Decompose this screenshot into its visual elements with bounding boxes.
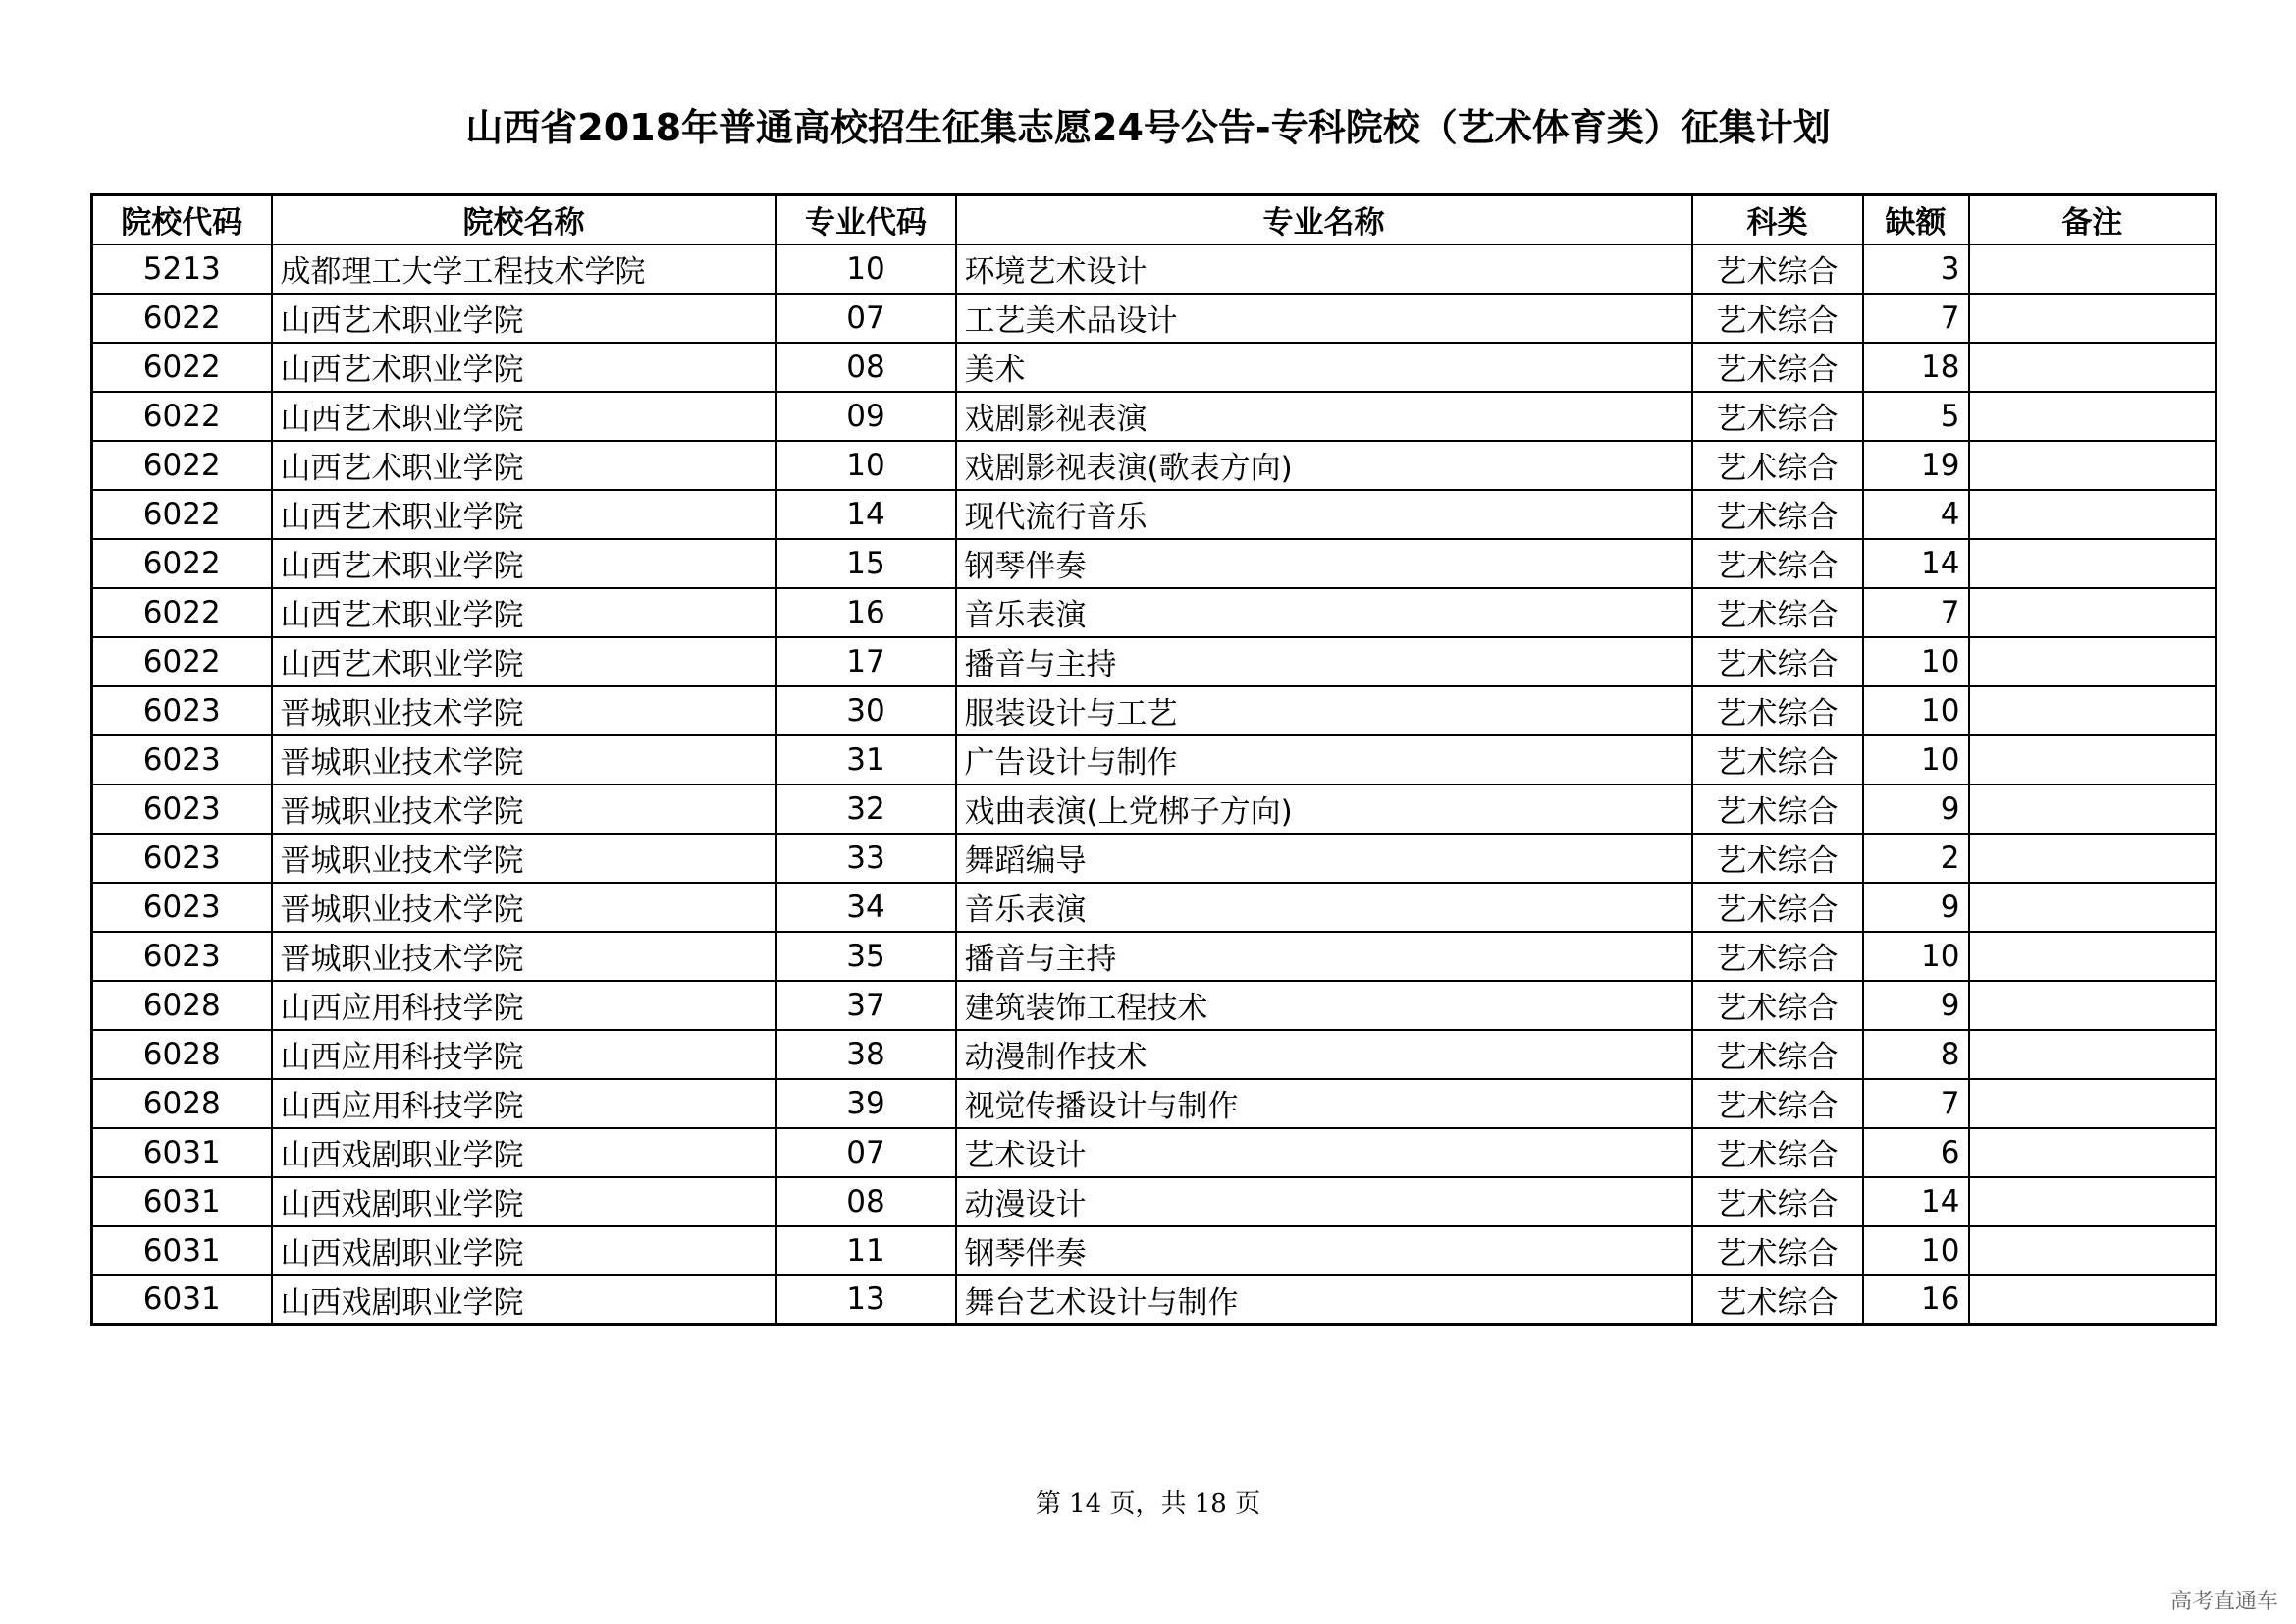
- cell-category: 艺术综合: [1692, 294, 1863, 343]
- page-title: 山西省2018年普通高校招生征集志愿24号公告-专科院校（艺术体育类）征集计划: [465, 106, 1831, 149]
- cell-major-code: 39: [776, 1079, 956, 1128]
- cell-major-code: 33: [776, 834, 956, 883]
- cell-major-code: 30: [776, 686, 956, 735]
- cell-major-code: 10: [776, 244, 956, 294]
- cell-major-name: 戏剧影视表演: [956, 392, 1692, 441]
- cell-school-name: 晋城职业技术学院: [272, 686, 776, 735]
- cell-quota: 16: [1863, 1275, 1969, 1325]
- cell-quota: 14: [1863, 1177, 1969, 1226]
- cell-quota: 10: [1863, 932, 1969, 981]
- cell-school-name: 山西应用科技学院: [272, 981, 776, 1030]
- table-row: [92, 981, 2216, 1030]
- cell-quota: 5: [1863, 392, 1969, 441]
- cell-note: [1969, 1079, 2216, 1128]
- cell-major-code: 38: [776, 1030, 956, 1079]
- cell-school-name: 晋城职业技术学院: [272, 932, 776, 981]
- table-row: [92, 1177, 2216, 1226]
- cell-quota: 10: [1863, 637, 1969, 686]
- table-row: [92, 294, 2216, 343]
- cell-major-name: 音乐表演: [956, 883, 1692, 932]
- cell-major-code: 35: [776, 932, 956, 981]
- cell-major-name: 广告设计与制作: [956, 735, 1692, 785]
- cell-major-name: 建筑装饰工程技术: [956, 981, 1692, 1030]
- header-note: 备注: [1969, 195, 2216, 244]
- cell-quota: 9: [1863, 883, 1969, 932]
- table-row: [92, 441, 2216, 490]
- cell-major-code: 31: [776, 735, 956, 785]
- cell-school-code: 6028: [92, 1079, 272, 1128]
- cell-quota: 6: [1863, 1128, 1969, 1177]
- table-row: [92, 834, 2216, 883]
- cell-school-name: 晋城职业技术学院: [272, 785, 776, 834]
- cell-category: 艺术综合: [1692, 735, 1863, 785]
- cell-major-name: 播音与主持: [956, 932, 1692, 981]
- cell-school-name: 山西应用科技学院: [272, 1079, 776, 1128]
- cell-category: 艺术综合: [1692, 588, 1863, 637]
- cell-major-code: 07: [776, 294, 956, 343]
- cell-school-name: 山西艺术职业学院: [272, 343, 776, 392]
- cell-major-code: 10: [776, 441, 956, 490]
- cell-quota: 14: [1863, 539, 1969, 588]
- cell-quota: 7: [1863, 588, 1969, 637]
- cell-quota: 18: [1863, 343, 1969, 392]
- cell-category: 艺术综合: [1692, 1177, 1863, 1226]
- cell-category: 艺术综合: [1692, 441, 1863, 490]
- cell-note: [1969, 735, 2216, 785]
- table-header-row: [92, 195, 2216, 244]
- cell-quota: 2: [1863, 834, 1969, 883]
- cell-school-name: 山西戏剧职业学院: [272, 1177, 776, 1226]
- cell-category: 艺术综合: [1692, 539, 1863, 588]
- cell-major-code: 34: [776, 883, 956, 932]
- cell-quota: 10: [1863, 686, 1969, 735]
- cell-major-code: 16: [776, 588, 956, 637]
- table-row: [92, 686, 2216, 735]
- cell-school-name: 山西戏剧职业学院: [272, 1275, 776, 1325]
- cell-category: 艺术综合: [1692, 1275, 1863, 1325]
- cell-category: 艺术综合: [1692, 834, 1863, 883]
- header-major-name: 专业名称: [956, 195, 1692, 244]
- cell-major-name: 戏剧影视表演(歌表方向): [956, 441, 1692, 490]
- table-row: [92, 588, 2216, 637]
- cell-category: 艺术综合: [1692, 1079, 1863, 1128]
- cell-major-code: 08: [776, 343, 956, 392]
- table-row: [92, 1030, 2216, 1079]
- cell-school-code: 6022: [92, 441, 272, 490]
- cell-major-name: 现代流行音乐: [956, 490, 1692, 539]
- cell-major-name: 美术: [956, 343, 1692, 392]
- cell-major-code: 09: [776, 392, 956, 441]
- cell-quota: 7: [1863, 294, 1969, 343]
- table-row: [92, 1226, 2216, 1275]
- cell-major-name: 艺术设计: [956, 1128, 1692, 1177]
- cell-category: 艺术综合: [1692, 981, 1863, 1030]
- cell-major-name: 播音与主持: [956, 637, 1692, 686]
- table-row: [92, 490, 2216, 539]
- cell-category: 艺术综合: [1692, 343, 1863, 392]
- cell-note: [1969, 1030, 2216, 1079]
- cell-school-code: 6031: [92, 1128, 272, 1177]
- cell-category: 艺术综合: [1692, 1128, 1863, 1177]
- cell-school-code: 6023: [92, 686, 272, 735]
- enrollment-plan-table: [90, 193, 2217, 1326]
- cell-school-code: 6023: [92, 932, 272, 981]
- cell-category: 艺术综合: [1692, 490, 1863, 539]
- cell-major-name: 音乐表演: [956, 588, 1692, 637]
- table-row: [92, 883, 2216, 932]
- cell-major-code: 37: [776, 981, 956, 1030]
- cell-school-code: 6031: [92, 1275, 272, 1325]
- cell-category: 艺术综合: [1692, 244, 1863, 294]
- cell-major-name: 环境艺术设计: [956, 244, 1692, 294]
- cell-quota: 4: [1863, 490, 1969, 539]
- cell-note: [1969, 981, 2216, 1030]
- cell-note: [1969, 1226, 2216, 1275]
- cell-school-name: 山西艺术职业学院: [272, 539, 776, 588]
- cell-note: [1969, 588, 2216, 637]
- cell-note: [1969, 932, 2216, 981]
- cell-major-name: 舞台艺术设计与制作: [956, 1275, 1692, 1325]
- table-row: [92, 785, 2216, 834]
- table-row: [92, 637, 2216, 686]
- cell-major-code: 14: [776, 490, 956, 539]
- cell-note: [1969, 1275, 2216, 1325]
- cell-major-code: 11: [776, 1226, 956, 1275]
- cell-school-code: 5213: [92, 244, 272, 294]
- cell-school-code: 6031: [92, 1226, 272, 1275]
- table-row: [92, 1128, 2216, 1177]
- cell-quota: 9: [1863, 785, 1969, 834]
- cell-school-name: 晋城职业技术学院: [272, 834, 776, 883]
- cell-school-code: 6028: [92, 981, 272, 1030]
- table-row: [92, 343, 2216, 392]
- cell-note: [1969, 834, 2216, 883]
- cell-school-code: 6022: [92, 490, 272, 539]
- cell-school-code: 6023: [92, 735, 272, 785]
- cell-note: [1969, 1177, 2216, 1226]
- cell-school-name: 山西艺术职业学院: [272, 294, 776, 343]
- cell-major-code: 15: [776, 539, 956, 588]
- cell-school-code: 6022: [92, 539, 272, 588]
- cell-note: [1969, 294, 2216, 343]
- cell-note: [1969, 343, 2216, 392]
- cell-major-code: 17: [776, 637, 956, 686]
- cell-major-name: 钢琴伴奏: [956, 1226, 1692, 1275]
- cell-note: [1969, 686, 2216, 735]
- cell-major-name: 动漫设计: [956, 1177, 1692, 1226]
- cell-note: [1969, 637, 2216, 686]
- cell-school-name: 山西艺术职业学院: [272, 588, 776, 637]
- page-footer: 第 14 页，共 18 页: [1035, 1489, 1261, 1519]
- cell-school-name: 山西应用科技学院: [272, 1030, 776, 1079]
- cell-category: 艺术综合: [1692, 932, 1863, 981]
- table-row: [92, 735, 2216, 785]
- cell-major-name: 舞蹈编导: [956, 834, 1692, 883]
- cell-note: [1969, 883, 2216, 932]
- cell-quota: 8: [1863, 1030, 1969, 1079]
- header-category: 科类: [1692, 195, 1863, 244]
- cell-school-code: 6023: [92, 785, 272, 834]
- cell-school-code: 6022: [92, 588, 272, 637]
- cell-major-name: 服装设计与工艺: [956, 686, 1692, 735]
- cell-school-name: 山西艺术职业学院: [272, 392, 776, 441]
- cell-major-name: 戏曲表演(上党梆子方向): [956, 785, 1692, 834]
- cell-school-code: 6022: [92, 637, 272, 686]
- table-row: [92, 244, 2216, 294]
- cell-school-code: 6028: [92, 1030, 272, 1079]
- cell-category: 艺术综合: [1692, 637, 1863, 686]
- cell-major-code: 32: [776, 785, 956, 834]
- cell-major-code: 07: [776, 1128, 956, 1177]
- table-body: [92, 244, 2216, 1325]
- cell-school-name: 山西戏剧职业学院: [272, 1128, 776, 1177]
- cell-school-code: 6022: [92, 392, 272, 441]
- cell-major-name: 动漫制作技术: [956, 1030, 1692, 1079]
- cell-school-name: 成都理工大学工程技术学院: [272, 244, 776, 294]
- cell-school-code: 6031: [92, 1177, 272, 1226]
- cell-category: 艺术综合: [1692, 686, 1863, 735]
- cell-category: 艺术综合: [1692, 392, 1863, 441]
- cell-school-code: 6022: [92, 343, 272, 392]
- cell-quota: 19: [1863, 441, 1969, 490]
- cell-category: 艺术综合: [1692, 1030, 1863, 1079]
- cell-school-code: 6023: [92, 883, 272, 932]
- table-row: [92, 932, 2216, 981]
- cell-note: [1969, 539, 2216, 588]
- cell-school-code: 6022: [92, 294, 272, 343]
- cell-note: [1969, 244, 2216, 294]
- cell-note: [1969, 1128, 2216, 1177]
- cell-major-name: 视觉传播设计与制作: [956, 1079, 1692, 1128]
- cell-school-name: 晋城职业技术学院: [272, 883, 776, 932]
- cell-note: [1969, 490, 2216, 539]
- table-row: [92, 1275, 2216, 1325]
- cell-major-name: 钢琴伴奏: [956, 539, 1692, 588]
- cell-school-name: 山西艺术职业学院: [272, 637, 776, 686]
- cell-category: 艺术综合: [1692, 1226, 1863, 1275]
- header-major-code: 专业代码: [776, 195, 956, 244]
- cell-quota: 7: [1863, 1079, 1969, 1128]
- cell-major-code: 08: [776, 1177, 956, 1226]
- cell-quota: 10: [1863, 1226, 1969, 1275]
- header-school-name: 院校名称: [272, 195, 776, 244]
- cell-note: [1969, 392, 2216, 441]
- cell-school-code: 6023: [92, 834, 272, 883]
- watermark-text: 高考直通车: [2169, 1590, 2278, 1614]
- header-quota: 缺额: [1863, 195, 1969, 244]
- cell-school-name: 山西艺术职业学院: [272, 490, 776, 539]
- cell-quota: 9: [1863, 981, 1969, 1030]
- cell-quota: 10: [1863, 735, 1969, 785]
- cell-category: 艺术综合: [1692, 883, 1863, 932]
- cell-note: [1969, 785, 2216, 834]
- table-row: [92, 1079, 2216, 1128]
- cell-school-name: 晋城职业技术学院: [272, 735, 776, 785]
- cell-school-name: 山西艺术职业学院: [272, 441, 776, 490]
- table-row: [92, 392, 2216, 441]
- header-school-code: 院校代码: [92, 195, 272, 244]
- cell-school-name: 山西戏剧职业学院: [272, 1226, 776, 1275]
- cell-category: 艺术综合: [1692, 785, 1863, 834]
- cell-major-name: 工艺美术品设计: [956, 294, 1692, 343]
- table-row: [92, 539, 2216, 588]
- cell-quota: 3: [1863, 244, 1969, 294]
- cell-note: [1969, 441, 2216, 490]
- cell-major-code: 13: [776, 1275, 956, 1325]
